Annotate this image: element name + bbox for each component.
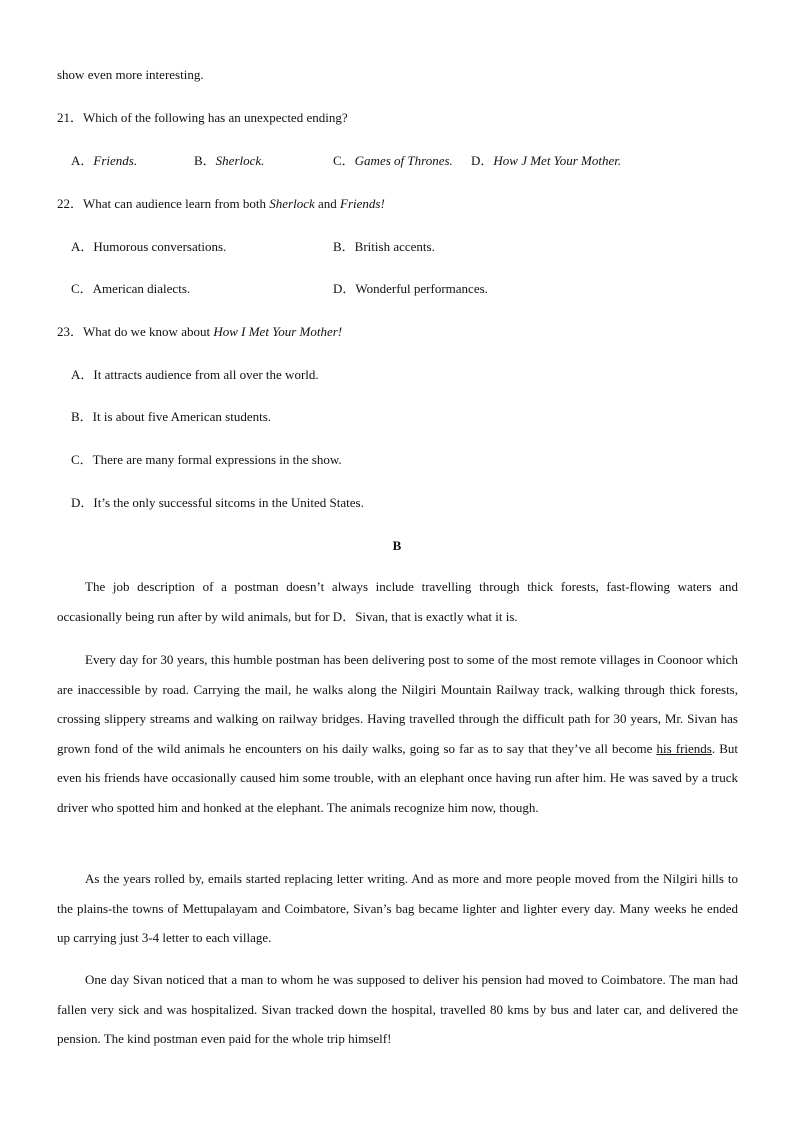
- option-letter: B．: [333, 239, 355, 254]
- q23-option-b: [71, 409, 271, 425]
- q21-option-b: [194, 153, 264, 169]
- passage-paragraph-4: [57, 965, 738, 1054]
- option-letter: D．: [71, 495, 94, 510]
- q22-option-b: [333, 239, 435, 255]
- stem-text: and: [314, 196, 341, 211]
- option-letter: C．: [71, 281, 93, 296]
- option-letter: A．: [71, 239, 94, 254]
- option-letter: D．: [471, 153, 494, 168]
- option-text: It is about five American students.: [92, 409, 272, 424]
- option-letter: B．: [194, 153, 216, 168]
- stem-title-friends: Friends!: [340, 196, 385, 211]
- option-text: It’s the only successful sitcoms in the United States.: [93, 495, 364, 510]
- q21-option-a: [71, 153, 137, 169]
- option-letter: A．: [71, 153, 94, 168]
- option-letter: B．: [71, 409, 93, 424]
- q22-option-c: [71, 281, 190, 297]
- option-text: How J Met Your Mother.: [493, 153, 622, 168]
- q21-option-c: [333, 153, 453, 169]
- option-letter: C．: [333, 153, 355, 168]
- stem-title: How I Met Your Mother!: [213, 324, 343, 339]
- passage-paragraph-2: [57, 645, 738, 822]
- q23-option-d: [71, 495, 364, 511]
- option-text: Friends.: [93, 153, 138, 168]
- q23-option-a: [71, 367, 319, 383]
- option-text: It attracts audience from all over the world.: [93, 367, 319, 382]
- option-letter: C．: [71, 452, 93, 467]
- passage-paragraph-1: [57, 572, 738, 631]
- q22-option-a: [71, 239, 226, 255]
- option-text: Sherlock.: [215, 153, 265, 168]
- underlined-phrase: his friends: [656, 740, 712, 756]
- paragraph-text: . But even his friends have occasionally caused him some trouble, with an elephant once having run after him. He was saved by a truck driver who spotted him and honked at the elephant. The animals recognize him now, though.: [57, 740, 738, 815]
- stem-text: 22．What can audience learn from both: [57, 196, 270, 211]
- option-text: Humorous conversations.: [93, 239, 227, 254]
- q23-option-c: [71, 452, 342, 468]
- option-text: Wonderful performances.: [355, 281, 488, 296]
- paragraph-text: The job description of a postman doesn’t always include travelling through thick forests, fast-flowing waters and occasionally being run after by wild animals, but for D．Sivan, that is exactly what it is.: [57, 579, 738, 624]
- option-letter: D．: [333, 281, 356, 296]
- option-text: Games of Thrones.: [354, 153, 453, 168]
- stem-title-sherlock: Sherlock: [269, 196, 315, 211]
- section-b-heading: B: [392, 538, 402, 553]
- option-text: American dialects.: [92, 281, 191, 296]
- option-text: British accents.: [354, 239, 435, 254]
- question-22-stem: [57, 196, 385, 212]
- option-text: There are many formal expressions in the show.: [92, 452, 342, 467]
- stem-text: 23．What do we know about: [57, 324, 214, 339]
- option-letter: A．: [71, 367, 94, 382]
- intro-tail-text: show even more interesting.: [57, 67, 204, 82]
- question-23-stem: [57, 324, 342, 340]
- q21-option-d: [471, 153, 621, 169]
- paragraph-text: One day Sivan noticed that a man to whom he was supposed to deliver his pension had moved to Coimbatore. The man had fallen very sick and was hospitalized. Sivan tracked down the hospital, travelled 80 kms by bus and later car, and delivered the pension. The kind postman even paid for the whole trip himself!: [57, 972, 738, 1046]
- question-21-stem: 21．Which of the following has an unexpected ending?: [57, 110, 348, 125]
- passage-paragraph-3: [57, 864, 738, 953]
- q22-option-d: [333, 281, 488, 297]
- paragraph-text: As the years rolled by, emails started replacing letter writing. And as more and more people moved from the Nilgiri hills to the plains-the towns of Mettupalayam and Coimbatore, Sivan’s bag became lighter and lighter every day. Many weeks he ended up carrying just 3-4 letter to each village.: [57, 871, 738, 945]
- paragraph-text: Every day for 30 years, this humble postman has been delivering post to some of the most remote villages in Coonoor which are inaccessible by road. Carrying the mail, he walks along the Nilgiri Mountain Railway track, walking through thick forests, crossing slippery streams and walking on railway bridges. Having travelled through the difficult path for 30 years, Mr. Sivan has grown fond of the wild animals he encounters on his daily walks, going so far as to say that they’ve all become: [57, 652, 738, 756]
